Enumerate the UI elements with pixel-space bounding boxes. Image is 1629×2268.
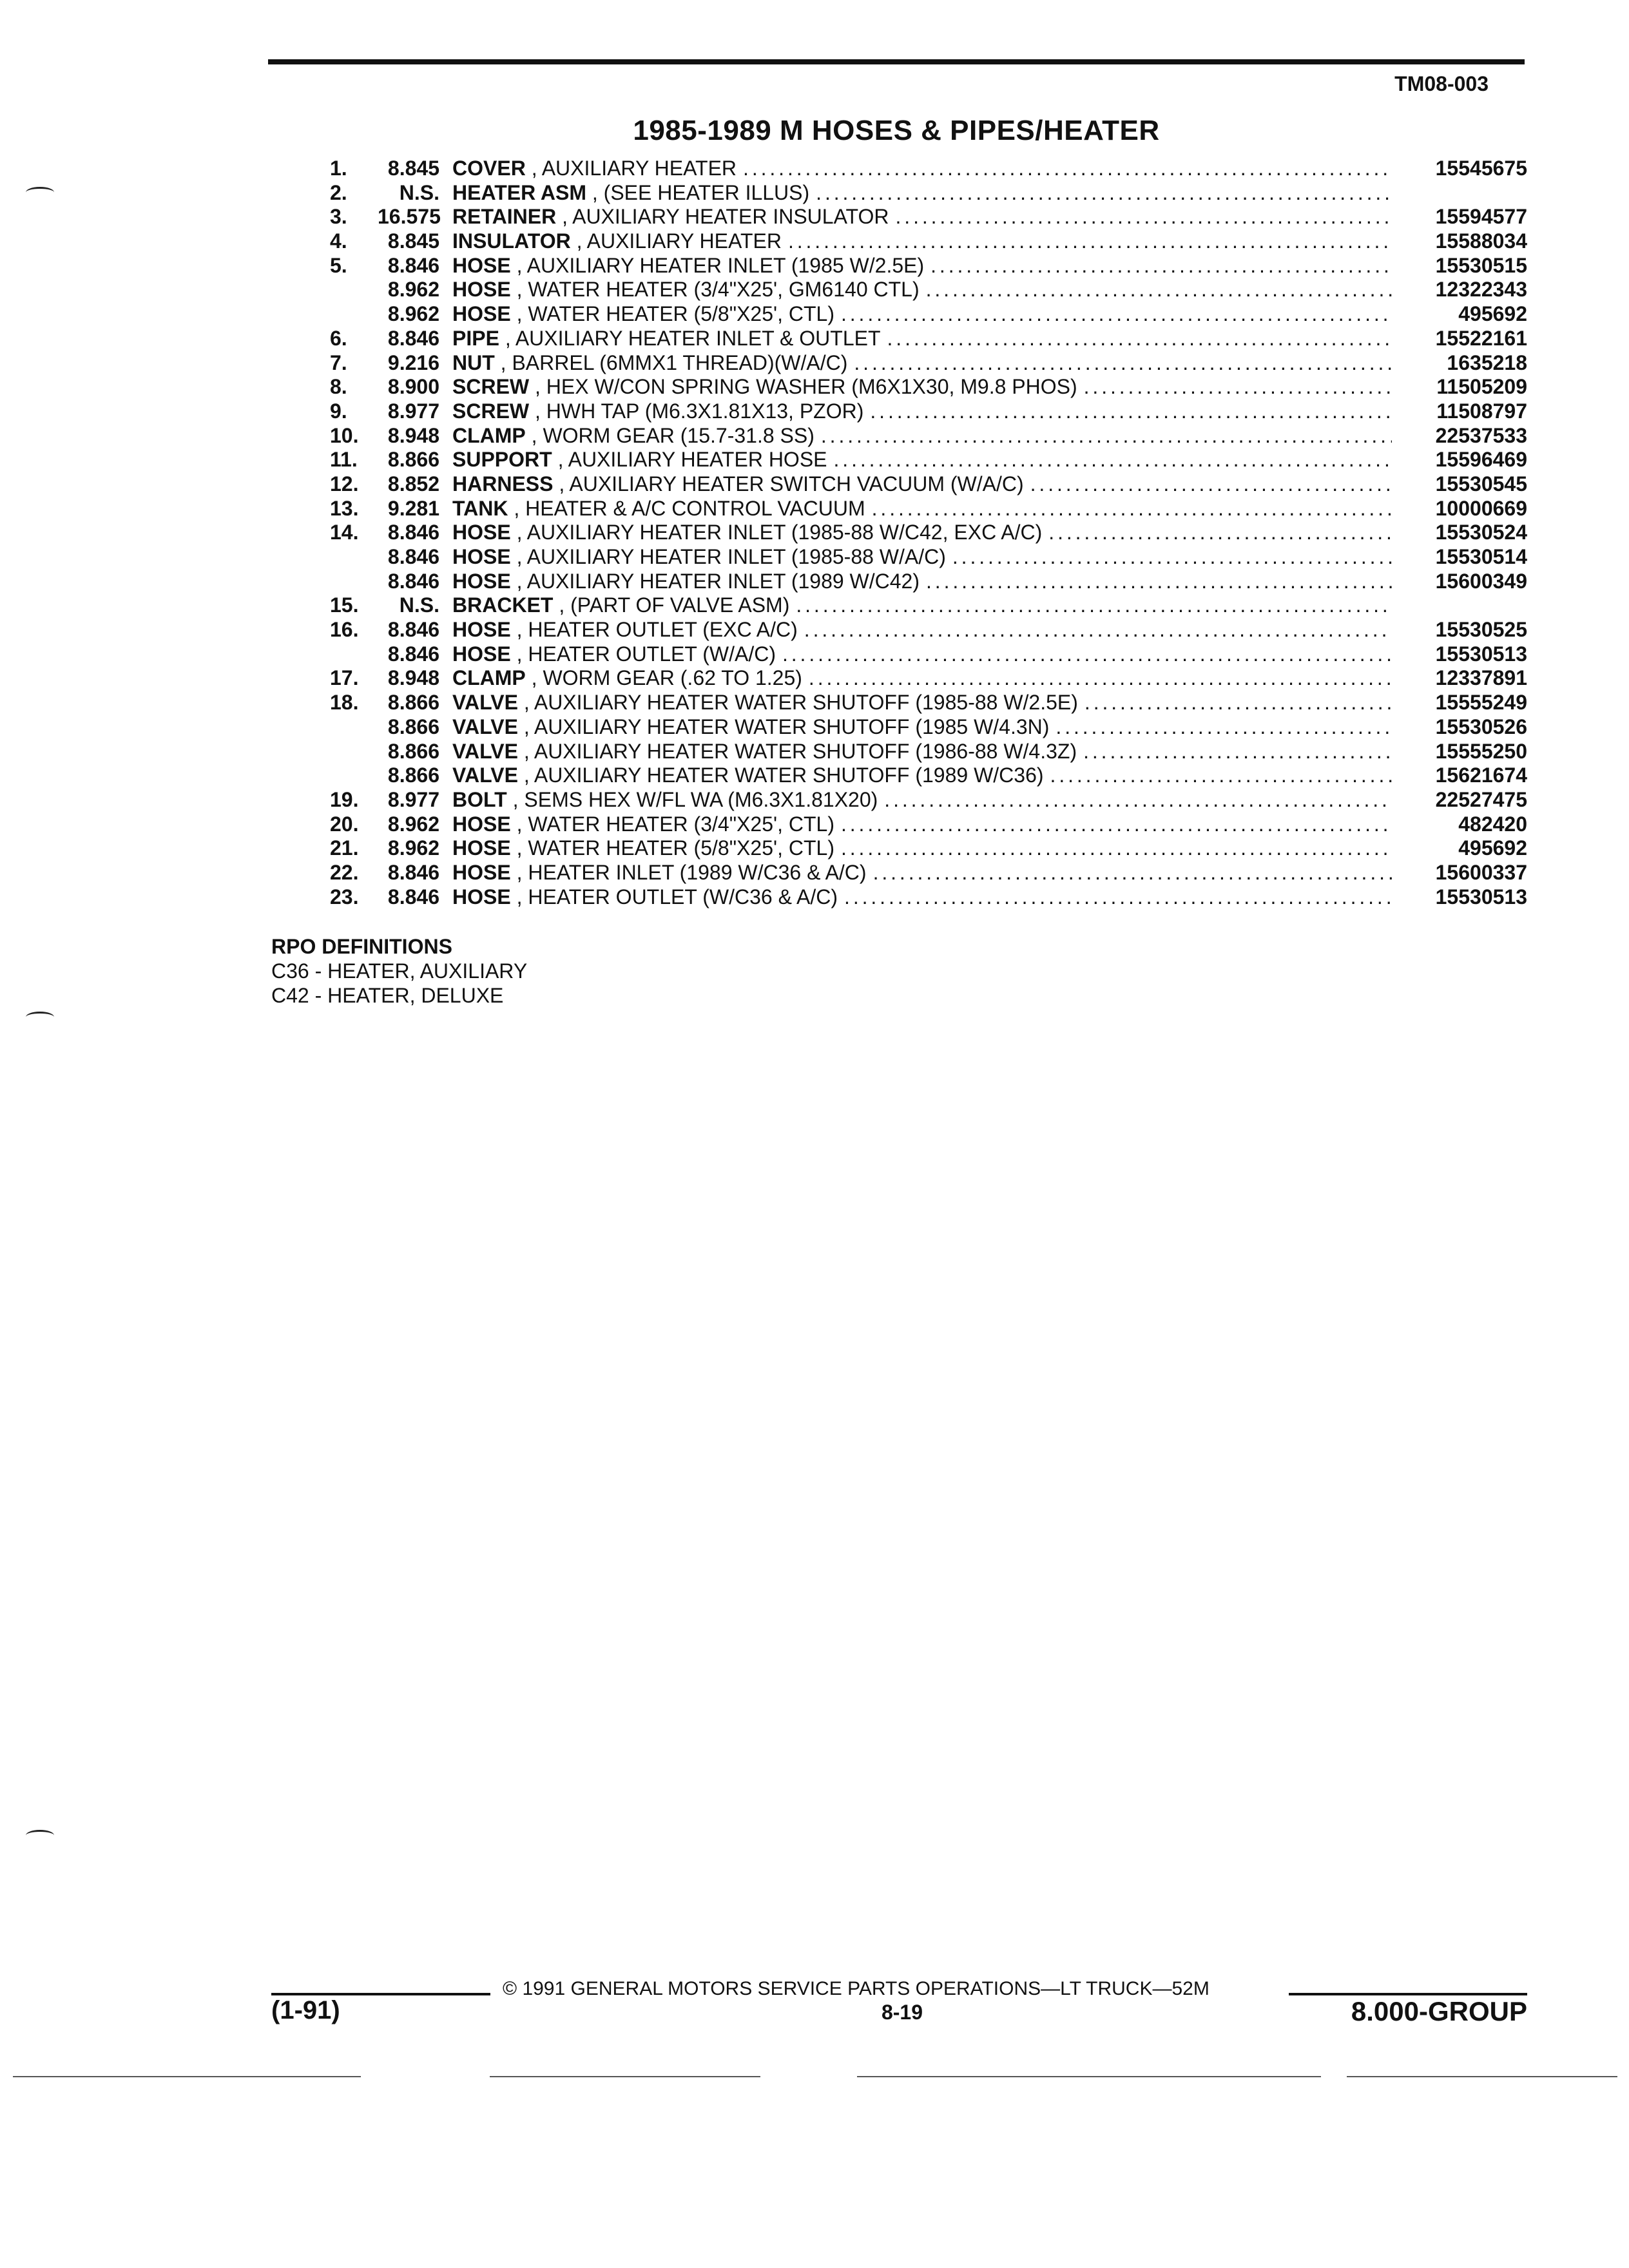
part-number: 15530513 (1435, 642, 1527, 666)
part-name: NUT (452, 351, 495, 374)
part-row (284, 157, 1527, 181)
part-ref-number: 6. (330, 326, 347, 350)
part-number: 495692 (1458, 302, 1527, 326)
part-row (284, 497, 1527, 521)
part-name: BRACKET (452, 593, 554, 617)
dot-leader (884, 788, 1392, 812)
part-description (452, 157, 1398, 181)
part-ref-number: 1. (330, 157, 347, 180)
part-ref-number: 8. (330, 375, 347, 399)
part-row (284, 424, 1527, 448)
part-ref-number: 16. (330, 618, 359, 642)
part-description (452, 302, 1398, 327)
part-description (452, 666, 1398, 691)
part-name: HOSE (452, 812, 511, 836)
doc-code: TM08-003 (1394, 72, 1489, 95)
part-description (452, 254, 1398, 278)
part-row (284, 691, 1527, 715)
part-detail: , AUXILIARY HEATER WATER SHUTOFF (1989 W/C36) (517, 764, 1044, 787)
footer-date: (1-91) (271, 1996, 340, 2024)
part-detail: , (SEE HEATER ILLUS) (586, 180, 810, 204)
part-ref-number: 20. (330, 812, 359, 836)
dot-leader (1050, 764, 1392, 788)
part-catalog-group: 8.977 (387, 399, 439, 423)
part-catalog-group: 8.852 (387, 472, 439, 495)
part-number: 11505209 (1436, 375, 1527, 399)
part-row (284, 666, 1527, 691)
part-name: HARNESS (452, 472, 554, 495)
part-ref-number: 4. (330, 229, 347, 253)
part-ref-number: 2. (330, 180, 347, 204)
part-number: 15545675 (1435, 157, 1527, 180)
part-catalog-group: 8.900 (387, 375, 439, 399)
part-ref-number: 14. (330, 521, 359, 544)
part-detail: , BARREL (6MMX1 THREAD)(W/A/C) (494, 351, 848, 374)
dot-leader (788, 229, 1392, 254)
part-ref-number: 5. (330, 253, 347, 277)
dot-leader (834, 448, 1393, 472)
part-name: VALVE (452, 715, 518, 738)
part-number: 15530545 (1435, 472, 1527, 495)
part-detail: , AUXILIARY HEATER INLET (1989 W/C42) (510, 569, 920, 593)
part-row (284, 327, 1527, 351)
part-description (452, 375, 1398, 399)
part-description (452, 351, 1398, 376)
part-detail: , WATER HEATER (3/4"X25', GM6140 CTL) (510, 278, 920, 302)
dot-leader (1055, 715, 1392, 740)
part-number: 1635218 (1447, 351, 1527, 374)
dot-leader (1084, 375, 1392, 399)
part-number: 15600337 (1435, 860, 1527, 884)
part-detail: , HEATER OUTLET (W/C36 & A/C) (510, 885, 838, 908)
part-row (284, 205, 1527, 229)
part-detail: , (PART OF VALVE ASM) (553, 593, 790, 617)
dot-leader (816, 181, 1392, 206)
part-detail: , HEATER OUTLET (W/A/C) (510, 642, 776, 666)
part-description (452, 570, 1398, 594)
part-number: 22527475 (1435, 787, 1527, 811)
part-ref-number: 15. (330, 593, 359, 617)
part-name: INSULATOR (452, 229, 571, 253)
part-detail: , AUXILIARY HEATER WATER SHUTOFF (1985 W/4.3N) (517, 715, 1050, 738)
dot-leader (872, 497, 1392, 521)
part-name: HOSE (452, 253, 511, 277)
part-row (284, 740, 1527, 764)
part-description (452, 885, 1398, 910)
rpo-item: C42 - HEATER, DELUXE (271, 984, 504, 1007)
part-description (452, 764, 1398, 788)
part-detail: , WATER HEATER (5/8"X25', CTL) (510, 302, 834, 326)
part-name: CLAMP (452, 666, 526, 690)
dot-leader (854, 351, 1392, 376)
part-catalog-group: 8.846 (387, 642, 439, 666)
rpo-definitions (271, 934, 527, 1008)
dot-leader (887, 327, 1392, 351)
dot-leader (1048, 521, 1392, 545)
footer-group: 8.000-GROUP (1351, 1996, 1527, 2026)
part-ref-number: 7. (330, 351, 347, 374)
part-catalog-group: 8.845 (387, 157, 439, 180)
part-ref-number: 19. (330, 787, 359, 811)
part-catalog-group: 8.866 (387, 715, 439, 738)
footer-page-number: 8-19 (881, 2001, 923, 2024)
part-description (452, 327, 1398, 351)
part-detail: , AUXILIARY HEATER WATER SHUTOFF (1985-88 W/2.5E) (517, 691, 1078, 715)
part-catalog-group: 8.846 (387, 326, 439, 350)
footer-copyright: © 1991 GENERAL MOTORS SERVICE PARTS OPERATIONS—LT TRUCK—52M (503, 1978, 1210, 1999)
part-row (284, 812, 1527, 837)
part-description (452, 642, 1398, 667)
part-detail: , AUXILIARY HEATER (570, 229, 782, 253)
parts-list (284, 157, 1527, 909)
part-detail: , WORM GEAR (15.7-31.8 SS) (525, 423, 815, 447)
dot-leader (926, 570, 1392, 594)
dot-leader (796, 593, 1392, 618)
part-description (452, 278, 1398, 302)
part-detail: , WATER HEATER (3/4"X25', CTL) (510, 812, 834, 836)
dot-leader (809, 666, 1392, 691)
part-description (452, 472, 1398, 497)
rpo-title: RPO DEFINITIONS (271, 935, 452, 958)
part-detail: , HEATER OUTLET (EXC A/C) (510, 618, 798, 642)
part-name: CLAMP (452, 423, 526, 447)
part-detail: , AUXILIARY HEATER SWITCH VACUUM (W/A/C) (553, 472, 1024, 495)
part-name: PIPE (452, 326, 499, 350)
part-name: VALVE (452, 739, 518, 763)
part-catalog-group: 8.977 (387, 787, 439, 811)
part-number: 12337891 (1435, 666, 1527, 690)
part-catalog-group: 8.948 (387, 423, 439, 447)
part-number: 15530513 (1435, 885, 1527, 908)
dot-leader (841, 836, 1392, 861)
part-number: 15530524 (1435, 521, 1527, 544)
part-name: HOSE (452, 885, 511, 908)
part-name: HOSE (452, 618, 511, 642)
part-detail: , AUXILIARY HEATER INLET (1985-88 W/A/C) (510, 545, 946, 568)
dot-leader (841, 812, 1392, 837)
part-description (452, 812, 1398, 837)
part-name: TANK (452, 496, 508, 520)
part-description (452, 399, 1398, 424)
part-catalog-group: 8.962 (387, 302, 439, 326)
part-catalog-group: 9.216 (387, 351, 439, 374)
part-description (452, 618, 1398, 642)
dot-leader (782, 642, 1392, 667)
part-row (284, 399, 1527, 424)
page-title: 1985-1989 M HOSES & PIPES/HEATER (633, 115, 1160, 146)
part-ref-number: 13. (330, 496, 359, 520)
part-number: 15555249 (1435, 691, 1527, 715)
part-detail: , HEX W/CON SPRING WASHER (M6X1X30, M9.8 PHOS) (529, 375, 1077, 399)
part-description (452, 181, 1398, 206)
footer-rule-right (1289, 1993, 1527, 1995)
part-catalog-group: 8.866 (387, 764, 439, 787)
bottom-rule (490, 2076, 760, 2077)
margin-mark (26, 1830, 54, 1841)
part-catalog-group: 8.846 (387, 569, 439, 593)
part-number: 15530526 (1435, 715, 1527, 738)
part-catalog-group: N.S. (399, 593, 439, 617)
part-row (284, 861, 1527, 885)
part-name: HOSE (452, 278, 511, 302)
part-description (452, 521, 1398, 545)
part-description (452, 545, 1398, 570)
dot-leader (1083, 740, 1392, 764)
part-detail: , AUXILIARY HEATER INLET (1985 W/2.5E) (510, 253, 925, 277)
part-name: HOSE (452, 521, 511, 544)
dot-leader (896, 205, 1393, 229)
dot-leader (804, 618, 1392, 642)
rpo-item: C36 - HEATER, AUXILIARY (271, 959, 528, 983)
margin-mark (26, 1012, 54, 1023)
dot-leader (873, 861, 1392, 885)
part-ref-number: 23. (330, 885, 359, 908)
part-row (284, 521, 1527, 545)
part-name: SCREW (452, 399, 530, 423)
part-catalog-group: 9.281 (387, 496, 439, 520)
dot-leader (844, 885, 1392, 910)
part-ref-number: 17. (330, 666, 359, 690)
part-number: 495692 (1458, 836, 1527, 860)
part-catalog-group: N.S. (399, 180, 439, 204)
part-catalog-group: 8.962 (387, 278, 439, 302)
part-catalog-group: 8.948 (387, 666, 439, 690)
part-row (284, 448, 1527, 472)
dot-leader (743, 157, 1392, 181)
part-detail: , SEMS HEX W/FL WA (M6.3X1.81X20) (506, 787, 878, 811)
part-ref-number: 10. (330, 423, 359, 447)
part-description (452, 691, 1398, 715)
part-name: HOSE (452, 545, 511, 568)
dot-leader (952, 545, 1392, 570)
part-row (284, 375, 1527, 399)
part-number: 15588034 (1435, 229, 1527, 253)
top-rule (268, 59, 1525, 64)
part-description (452, 497, 1398, 521)
part-number: 15596469 (1435, 448, 1527, 472)
part-number: 11508797 (1436, 399, 1527, 423)
part-row (284, 254, 1527, 278)
bottom-rule (13, 2076, 361, 2077)
part-name: SUPPORT (452, 448, 552, 472)
part-catalog-group: 8.962 (387, 812, 439, 836)
part-name: SCREW (452, 375, 530, 399)
part-catalog-group: 8.846 (387, 618, 439, 642)
part-catalog-group: 8.846 (387, 521, 439, 544)
part-number: 482420 (1458, 812, 1527, 836)
footer-rule-left (271, 1993, 490, 1995)
part-number: 15522161 (1435, 326, 1527, 350)
margin-mark (26, 187, 54, 198)
part-row (284, 764, 1527, 788)
part-row (284, 593, 1527, 618)
part-row (284, 278, 1527, 302)
part-number: 22537533 (1435, 423, 1527, 447)
part-catalog-group: 8.846 (387, 545, 439, 568)
part-number: 15530515 (1435, 253, 1527, 277)
part-name: HOSE (452, 836, 511, 860)
part-description (452, 715, 1398, 740)
dot-leader (841, 302, 1392, 327)
part-name: HOSE (452, 860, 511, 884)
part-row (284, 181, 1527, 206)
part-catalog-group: 8.962 (387, 836, 439, 860)
part-catalog-group: 8.866 (387, 691, 439, 715)
part-description (452, 836, 1398, 861)
part-row (284, 351, 1527, 376)
part-row (284, 618, 1527, 642)
bottom-rule (857, 2076, 1321, 2077)
part-ref-number: 22. (330, 860, 359, 884)
part-row (284, 302, 1527, 327)
part-name: HEATER ASM (452, 180, 586, 204)
part-ref-number: 11. (330, 448, 358, 472)
part-row (284, 545, 1527, 570)
dot-leader (1084, 691, 1392, 715)
part-description (452, 861, 1398, 885)
part-description (452, 788, 1398, 812)
part-name: HOSE (452, 569, 511, 593)
part-catalog-group: 8.845 (387, 229, 439, 253)
part-description (452, 424, 1398, 448)
part-description (452, 205, 1398, 229)
part-row (284, 788, 1527, 812)
part-row (284, 229, 1527, 254)
part-number: 15530514 (1435, 545, 1527, 568)
part-detail: , HEATER INLET (1989 W/C36 & A/C) (510, 860, 867, 884)
part-name: VALVE (452, 764, 518, 787)
part-detail: , AUXILIARY HEATER INLET & OUTLET (499, 326, 881, 350)
dot-leader (821, 424, 1392, 448)
part-ref-number: 12. (330, 472, 359, 495)
part-name: HOSE (452, 642, 511, 666)
part-detail: , HWH TAP (M6.3X1.81X13, PZOR) (529, 399, 864, 423)
part-row (284, 836, 1527, 861)
part-number: 15594577 (1435, 205, 1527, 229)
part-row (284, 472, 1527, 497)
part-name: COVER (452, 157, 526, 180)
part-detail: , HEATER & A/C CONTROL VACUUM (508, 496, 865, 520)
part-detail: , WATER HEATER (5/8"X25', CTL) (510, 836, 834, 860)
part-name: BOLT (452, 787, 507, 811)
part-name: RETAINER (452, 205, 557, 229)
part-description (452, 740, 1398, 764)
part-number: 10000669 (1435, 496, 1527, 520)
part-name: VALVE (452, 691, 518, 715)
part-number: 15530525 (1435, 618, 1527, 642)
part-ref-number: 9. (330, 399, 347, 423)
part-description (452, 229, 1398, 254)
part-number: 15555250 (1435, 739, 1527, 763)
part-ref-number: 18. (330, 691, 359, 715)
part-detail: , WORM GEAR (.62 TO 1.25) (525, 666, 802, 690)
part-detail: , AUXILIARY HEATER (525, 157, 737, 180)
part-catalog-group: 8.866 (387, 448, 439, 472)
part-catalog-group: 8.846 (387, 885, 439, 908)
part-detail: , AUXILIARY HEATER WATER SHUTOFF (1986-88 W/4.3Z) (517, 739, 1077, 763)
part-row (284, 570, 1527, 594)
part-row (284, 885, 1527, 910)
part-number: 12322343 (1435, 278, 1527, 302)
part-ref-number: 21. (330, 836, 359, 860)
part-description (452, 448, 1398, 472)
dot-leader (1030, 472, 1392, 497)
part-catalog-group: 8.866 (387, 739, 439, 763)
part-catalog-group: 8.846 (387, 253, 439, 277)
dot-leader (930, 254, 1392, 278)
part-detail: , AUXILIARY HEATER INSULATOR (556, 205, 889, 229)
part-row (284, 642, 1527, 667)
part-row (284, 715, 1527, 740)
part-number: 15621674 (1435, 764, 1527, 787)
bottom-rule (1347, 2076, 1617, 2077)
part-catalog-group: 8.846 (387, 860, 439, 884)
part-detail: , AUXILIARY HEATER HOSE (552, 448, 827, 472)
part-detail: , AUXILIARY HEATER INLET (1985-88 W/C42, EXC A/C) (510, 521, 1043, 544)
part-number: 15600349 (1435, 569, 1527, 593)
part-ref-number: 3. (330, 205, 347, 229)
dot-leader (926, 278, 1392, 302)
part-description (452, 593, 1398, 618)
part-name: HOSE (452, 302, 511, 326)
part-catalog-group: 16.575 (378, 205, 441, 229)
dot-leader (870, 399, 1392, 424)
